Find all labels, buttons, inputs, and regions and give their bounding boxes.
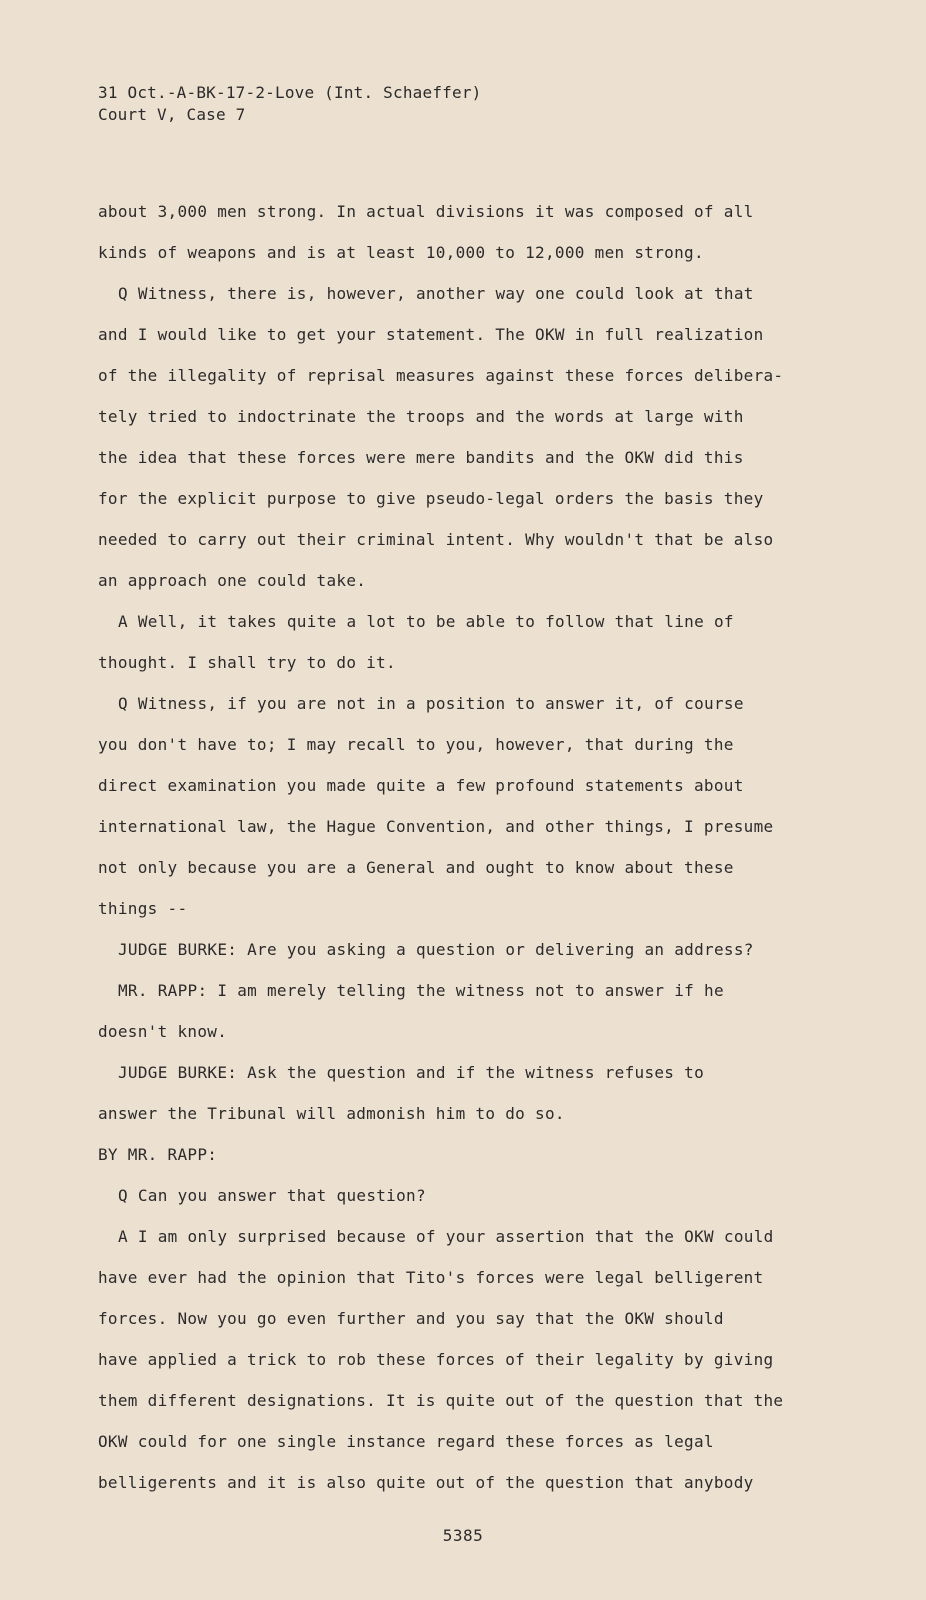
transcript-line: international law, the Hague Convention, and other things, I presume: [98, 817, 774, 836]
transcript-line: doesn't know.: [98, 1022, 228, 1041]
transcript-line: OKW could for one single instance regard these forces as legal: [98, 1432, 714, 1451]
transcript-line: A I am only surprised because of your assertion that the OKW could: [118, 1227, 774, 1246]
transcript-line: BY MR. RAPP:: [98, 1145, 218, 1164]
transcript-line: needed to carry out their criminal intent. Why wouldn't that be also: [98, 530, 774, 549]
transcript-line: direct examination you made quite a few profound statements about: [98, 776, 744, 795]
transcript-line: for the explicit purpose to give pseudo-legal orders the basis they: [98, 489, 764, 508]
transcript-line: tely tried to indoctrinate the troops and the words at large with: [98, 407, 744, 426]
transcript-line: JUDGE BURKE: Are you asking a question or delivering an address?: [118, 940, 754, 959]
transcript-line: belligerents and it is also quite out of the question that anybody: [98, 1473, 754, 1492]
transcript-line: them different designations. It is quite out of the question that the: [98, 1391, 784, 1410]
transcript-line: answer the Tribunal will admonish him to do so.: [98, 1104, 565, 1123]
transcript-line: have applied a trick to rob these forces of their legality by giving: [98, 1350, 774, 1369]
header-reference-line: 31 Oct.-A-BK-17-2-Love (Int. Schaeffer): [98, 83, 482, 102]
transcript-line: MR. RAPP: I am merely telling the witness not to answer if he: [118, 981, 724, 1000]
transcript-line: an approach one could take.: [98, 571, 367, 590]
transcript-line: about 3,000 men strong. In actual divisions it was composed of all: [98, 202, 754, 221]
transcript-line: A Well, it takes quite a lot to be able to follow that line of: [118, 612, 734, 631]
document-header: [98, 82, 481, 126]
transcript-line: the idea that these forces were mere bandits and the OKW did this: [98, 448, 744, 467]
transcript-line: kinds of weapons and is at least 10,000 to 12,000 men strong.: [98, 243, 704, 262]
transcript-line: JUDGE BURKE: Ask the question and if the witness refuses to: [118, 1063, 705, 1082]
transcript-line: things --: [98, 899, 188, 918]
transcript-line: and I would like to get your statement. The OKW in full realization: [98, 325, 764, 344]
transcript-line: forces. Now you go even further and you say that the OKW should: [98, 1309, 724, 1328]
transcript-line: thought. I shall try to do it.: [98, 653, 396, 672]
transcript-line: have ever had the opinion that Tito's forces were legal belligerent: [98, 1268, 764, 1287]
page-number: 5385: [442, 1526, 484, 1545]
transcript-line: you don't have to; I may recall to you, however, that during the: [98, 735, 734, 754]
transcript-line: Q Witness, there is, however, another way one could look at that: [118, 284, 754, 303]
transcript-line: not only because you are a General and ought to know about these: [98, 858, 734, 877]
header-court-line: Court V, Case 7: [98, 105, 246, 124]
transcript-line: of the illegality of reprisal measures against these forces delibera-: [98, 366, 784, 385]
transcript-line: Q Can you answer that question?: [118, 1186, 426, 1205]
transcript-line: Q Witness, if you are not in a position to answer it, of course: [118, 694, 744, 713]
